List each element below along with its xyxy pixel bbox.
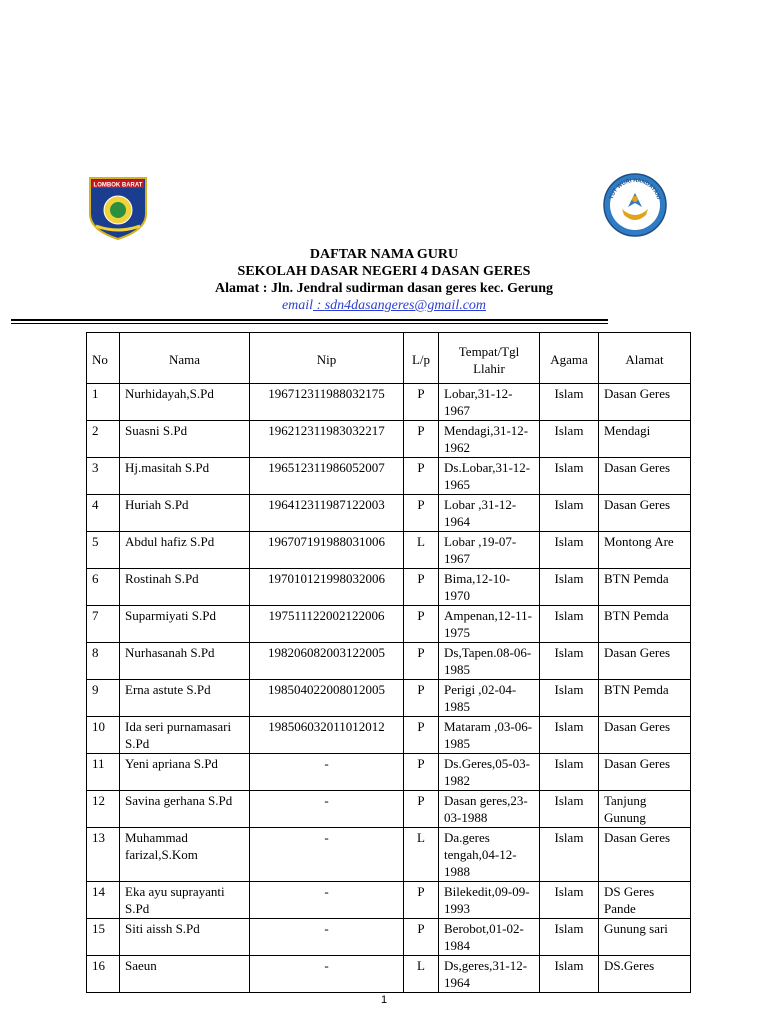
table-row <box>87 606 691 643</box>
school-name: SEKOLAH DASAR NEGERI 4 DASAN GERES <box>237 264 531 279</box>
cell-alamat: Dasan Geres <box>599 384 691 421</box>
cell-lp: P <box>404 643 439 680</box>
cell-nip: 196512311986052007 <box>250 458 404 495</box>
cell-nip: 196712311988032175 <box>250 384 404 421</box>
header-no: No <box>87 333 120 384</box>
cell-no: 1 <box>87 384 120 421</box>
header-lp: L/p <box>404 333 439 384</box>
cell-agama: Islam <box>540 421 599 458</box>
cell-nama: Muhammad farizal,S.Kom <box>120 828 250 882</box>
cell-ttl: Ds,geres,31-12-1964 <box>439 956 540 993</box>
cell-nama: Rostinah S.Pd <box>120 569 250 606</box>
cell-agama: Islam <box>540 680 599 717</box>
cell-alamat: DS.Geres <box>599 956 691 993</box>
table-row <box>87 791 691 828</box>
cell-no: 10 <box>87 717 120 754</box>
cell-alamat: BTN Pemda <box>599 606 691 643</box>
cell-nip: 196707191988031006 <box>250 532 404 569</box>
cell-alamat: Montong Are <box>599 532 691 569</box>
cell-lp: P <box>404 919 439 956</box>
cell-nip: - <box>250 754 404 791</box>
table-row <box>87 754 691 791</box>
cell-nama: Abdul hafiz S.Pd <box>120 532 250 569</box>
table-row <box>87 717 691 754</box>
cell-lp: P <box>404 680 439 717</box>
cell-ttl: Lobar ,19-07-1967 <box>439 532 540 569</box>
cell-ttl: Perigi ,02-04-1985 <box>439 680 540 717</box>
cell-ttl: Bima,12-10-1970 <box>439 569 540 606</box>
cell-nama: Yeni apriana S.Pd <box>120 754 250 791</box>
cell-agama: Islam <box>540 384 599 421</box>
cell-ttl: Mataram ,03-06-1985 <box>439 717 540 754</box>
cell-agama: Islam <box>540 882 599 919</box>
school-address: Alamat : Jln. Jendral sudirman dasan geres kec. Gerung <box>214 281 554 296</box>
cell-alamat: Dasan Geres <box>599 458 691 495</box>
cell-nip: 198504022008012005 <box>250 680 404 717</box>
cell-lp: P <box>404 569 439 606</box>
table-row <box>87 569 691 606</box>
cell-ttl: Ds,Tapen.08-06-1985 <box>439 643 540 680</box>
cell-lp: P <box>404 495 439 532</box>
cell-alamat: Dasan Geres <box>599 717 691 754</box>
tut-wuri-handayani-logo <box>602 173 668 237</box>
email-link[interactable]: sdn4dasangeres@gmail.com <box>324 298 487 313</box>
cell-nip: - <box>250 919 404 956</box>
cell-lp: P <box>404 606 439 643</box>
page-number: 1 <box>380 994 388 1006</box>
cell-ttl: Ds.Lobar,31-12-1965 <box>439 458 540 495</box>
cell-nip: 198506032011012012 <box>250 717 404 754</box>
cell-no: 6 <box>87 569 120 606</box>
table-header-row <box>87 333 691 384</box>
cell-no: 15 <box>87 919 120 956</box>
table-row <box>87 919 691 956</box>
cell-ttl: Da.geres tengah,04-12-1988 <box>439 828 540 882</box>
cell-agama: Islam <box>540 919 599 956</box>
cell-nama: Nurhasanah S.Pd <box>120 643 250 680</box>
table-row <box>87 421 691 458</box>
table-row <box>87 458 691 495</box>
header-divider <box>11 319 608 321</box>
svg-text:TUT WURI HANDAYANI: TUT WURI HANDAYANI <box>608 177 662 201</box>
svg-text:LOMBOK BARAT: LOMBOK BARAT <box>93 182 143 189</box>
cell-lp: L <box>404 828 439 882</box>
cell-no: 3 <box>87 458 120 495</box>
cell-nama: Siti aissh S.Pd <box>120 919 250 956</box>
header-nama: Nama <box>120 333 250 384</box>
table-row <box>87 956 691 993</box>
cell-nip: 197511122002122006 <box>250 606 404 643</box>
cell-lp: P <box>404 754 439 791</box>
cell-nama: Saeun <box>120 956 250 993</box>
cell-nip: - <box>250 882 404 919</box>
cell-agama: Islam <box>540 495 599 532</box>
cell-nama: Savina gerhana S.Pd <box>120 791 250 828</box>
cell-nip: - <box>250 956 404 993</box>
lombok-barat-logo <box>88 176 148 240</box>
cell-agama: Islam <box>540 956 599 993</box>
cell-no: 16 <box>87 956 120 993</box>
cell-agama: Islam <box>540 532 599 569</box>
cell-alamat: Dasan Geres <box>599 754 691 791</box>
cell-nip: 196412311987122003 <box>250 495 404 532</box>
cell-agama: Islam <box>540 791 599 828</box>
table-row <box>87 495 691 532</box>
cell-alamat: DS Geres Pande <box>599 882 691 919</box>
cell-alamat: Dasan Geres <box>599 828 691 882</box>
header-divider-thin <box>11 323 608 324</box>
cell-agama: Islam <box>540 828 599 882</box>
table-row <box>87 532 691 569</box>
cell-lp: P <box>404 384 439 421</box>
cell-no: 9 <box>87 680 120 717</box>
cell-ttl: Bilekedit,09-09-1993 <box>439 882 540 919</box>
cell-no: 2 <box>87 421 120 458</box>
cell-ttl: Dasan geres,23-03-1988 <box>439 791 540 828</box>
cell-ttl: Ampenan,12-11-1975 <box>439 606 540 643</box>
cell-ttl: Lobar,31-12-1967 <box>439 384 540 421</box>
cell-lp: P <box>404 882 439 919</box>
cell-nama: Hj.masitah S.Pd <box>120 458 250 495</box>
cell-nama: Huriah S.Pd <box>120 495 250 532</box>
cell-lp: P <box>404 791 439 828</box>
cell-nama: Nurhidayah,S.Pd <box>120 384 250 421</box>
email-separator: : <box>313 298 325 313</box>
cell-nama: Ida seri purnamasari S.Pd <box>120 717 250 754</box>
document-title: DAFTAR NAMA GURU <box>309 247 459 262</box>
cell-no: 14 <box>87 882 120 919</box>
table-row <box>87 643 691 680</box>
cell-nama: Erna astute S.Pd <box>120 680 250 717</box>
cell-agama: Islam <box>540 717 599 754</box>
table-row <box>87 828 691 882</box>
cell-no: 11 <box>87 754 120 791</box>
cell-no: 12 <box>87 791 120 828</box>
email-line <box>160 297 608 314</box>
cell-nip: 197010121998032006 <box>250 569 404 606</box>
email-label: email <box>281 298 314 313</box>
cell-lp: P <box>404 458 439 495</box>
cell-nama: Suparmiyati S.Pd <box>120 606 250 643</box>
cell-no: 7 <box>87 606 120 643</box>
cell-alamat: Dasan Geres <box>599 495 691 532</box>
header-nip: Nip <box>250 333 404 384</box>
table-row <box>87 680 691 717</box>
cell-alamat: Mendagi <box>599 421 691 458</box>
cell-nama: Eka ayu suprayanti S.Pd <box>120 882 250 919</box>
cell-agama: Islam <box>540 643 599 680</box>
teacher-table <box>86 332 691 993</box>
cell-lp: P <box>404 421 439 458</box>
cell-ttl: Berobot,01-02-1984 <box>439 919 540 956</box>
cell-nip: 198206082003122005 <box>250 643 404 680</box>
table-body <box>87 384 691 993</box>
cell-alamat: Tanjung Gunung <box>599 791 691 828</box>
cell-agama: Islam <box>540 754 599 791</box>
cell-agama: Islam <box>540 569 599 606</box>
cell-alamat: Gunung sari <box>599 919 691 956</box>
cell-agama: Islam <box>540 606 599 643</box>
cell-nip: - <box>250 828 404 882</box>
cell-ttl: Mendagi,31-12-1962 <box>439 421 540 458</box>
cell-alamat: BTN Pemda <box>599 680 691 717</box>
cell-no: 4 <box>87 495 120 532</box>
cell-agama: Islam <box>540 458 599 495</box>
cell-alamat: Dasan Geres <box>599 643 691 680</box>
header-agama: Agama <box>540 333 599 384</box>
cell-no: 5 <box>87 532 120 569</box>
cell-no: 13 <box>87 828 120 882</box>
cell-lp: P <box>404 717 439 754</box>
cell-nip: - <box>250 791 404 828</box>
header-ttl: Tempat/Tgl Llahir <box>439 333 540 384</box>
cell-ttl: Ds.Geres,05-03-1982 <box>439 754 540 791</box>
cell-alamat: BTN Pemda <box>599 569 691 606</box>
table-row <box>87 384 691 421</box>
cell-lp: L <box>404 532 439 569</box>
cell-nama: Suasni S.Pd <box>120 421 250 458</box>
cell-ttl: Lobar ,31-12-1964 <box>439 495 540 532</box>
cell-nip: 196212311983032217 <box>250 421 404 458</box>
table-row <box>87 882 691 919</box>
cell-no: 8 <box>87 643 120 680</box>
cell-lp: L <box>404 956 439 993</box>
document-header <box>160 246 608 314</box>
header-alamat: Alamat <box>599 333 691 384</box>
